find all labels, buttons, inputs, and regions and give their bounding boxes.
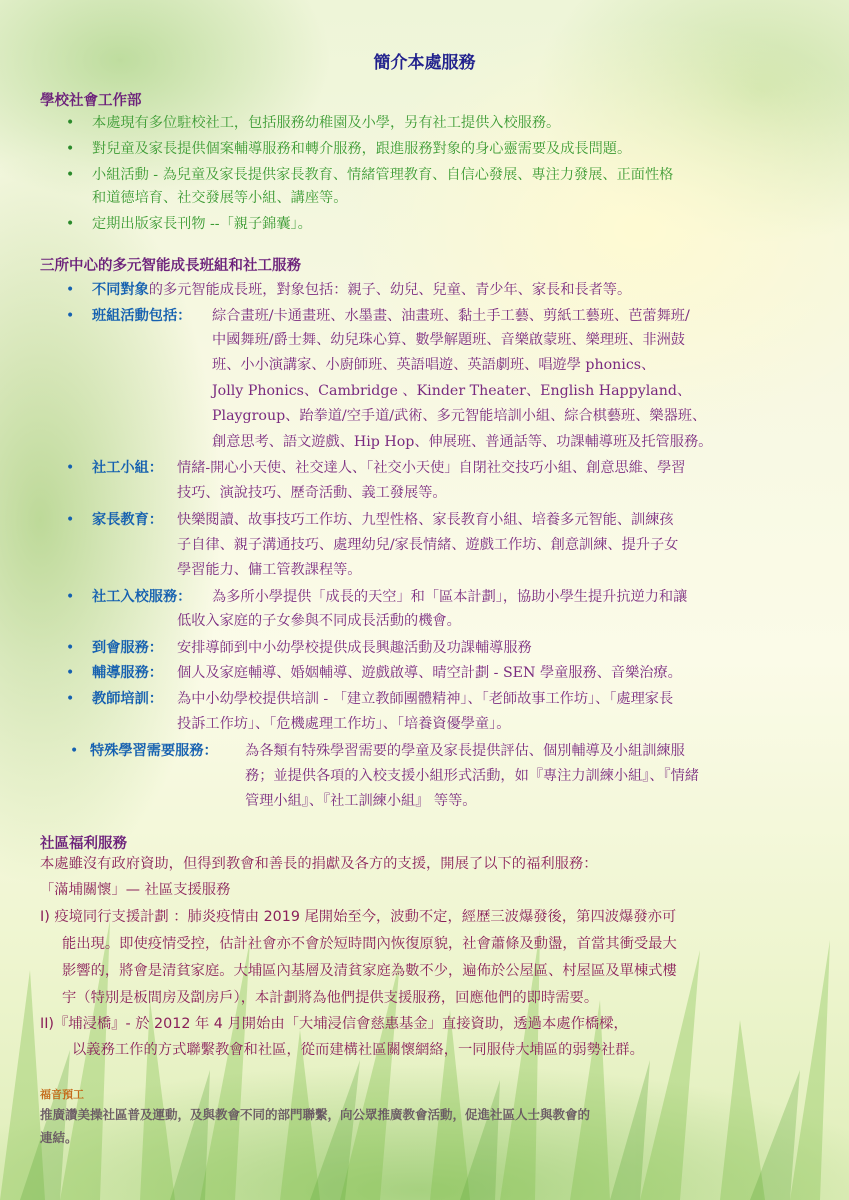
- bullet-icon: •: [66, 589, 75, 605]
- centre-item-label: 家長教育：: [92, 512, 163, 528]
- centre-item-text: 學習能力、傭工管教課程等。: [177, 562, 362, 578]
- centre-item-text: 為各類有特殊學習需要的學童及家長提供評估、個別輔導及小組訓練服: [245, 743, 685, 759]
- centre-item-text: 子自律、親子溝通技巧、處理幼兒/家長情緒、遊戲工作坊、創意訓練、提升子女: [177, 537, 679, 553]
- centre-item-text: 個人及家庭輔導、婚姻輔導、遊戲啟導、晴空計劃 - SEN 學童服務、音樂治療。: [177, 665, 682, 681]
- centre-item-text: 班、小小演講家、小廚師班、英語唱遊、英語劇班、唱遊學 phonics、: [212, 357, 656, 373]
- bullet-icon: •: [66, 308, 75, 324]
- bullet-icon: •: [70, 743, 79, 759]
- centre-item-label: 教師培訓：: [92, 691, 163, 707]
- centre-item-text: 技巧、演說技巧、歷奇活動、義工發展等。: [177, 485, 447, 501]
- centre-item-text: 投訴工作坊」、「危機處理工作坊」、「培養資優學童」。: [177, 716, 511, 732]
- community-line: 影響的，將會是清貧家庭。大埔區內基層及清貧家庭為數不少，遍佈於公屋區、村屋區及單棟式樓: [62, 963, 677, 979]
- centre-item-text: 中國舞班/爵士舞、幼兒珠心算、數學解題班、音樂啟蒙班、樂理班、非洲鼓: [212, 332, 685, 348]
- centre-item-text: 情緒-開心小天使、社交達人、「社交小天使」自閉社交技巧小組、創意思維、學習: [177, 460, 686, 476]
- community-line: 「滿埔關懷」— 社區支援服務: [40, 882, 231, 898]
- gospel-line: 連結。: [40, 1130, 78, 1145]
- centre-item: [92, 280, 631, 301]
- centre-item-label: 社工小組：: [92, 460, 163, 476]
- page-title: 簡介本處服務: [373, 53, 476, 73]
- bullet-icon: •: [66, 115, 75, 131]
- gospel-line: 推廣讚美操社區普及運動，及與教會不同的部門聯繫，向公眾推廣教會活動，促進社區人士與教會的: [40, 1107, 591, 1122]
- centre-item-label: 特殊學習需要服務：: [90, 743, 218, 759]
- school-heading: 學校社會工作部: [40, 93, 142, 109]
- centre-item-text: 創意思考、語文遊戲、Hip Hop、伸展班、普通話等、功課輔導班及托管服務。: [212, 434, 713, 450]
- bullet-icon: •: [66, 691, 75, 707]
- centres-heading: 三所中心的多元智能成長班組和社工服務: [40, 258, 301, 274]
- school-item-cont: 和道德培育、社交發展等小組、講座等。: [92, 190, 348, 206]
- bullet-icon: •: [66, 665, 75, 681]
- bullet-icon: •: [66, 167, 75, 183]
- community-heading: 社區福利服務: [40, 836, 127, 852]
- centre-item-label: 到會服務：: [92, 640, 163, 656]
- centre-item-label: 輔導服務：: [92, 665, 163, 681]
- centre-item-text: 為中小幼學校提供培訓 - 「建立教師團體精神」、「老師故事工作坊」、「處理家長: [177, 691, 674, 707]
- centre-item-text: 安排導師到中小幼學校提供成長興趣活動及功課輔導服務: [177, 640, 532, 656]
- centre-item-text: 低收入家庭的子女參與不同成長活動的機會。: [177, 613, 461, 629]
- centre-item-text: Jolly Phonics、Cambridge 、Kinder Theater、English Happyland、: [212, 383, 692, 399]
- centre-item-text: 的多元智能成長班，對象包括：親子、幼兒、兒童、青少年、家長和長者等。: [148, 282, 632, 298]
- bullet-icon: •: [66, 282, 75, 298]
- bullet-icon: •: [66, 512, 75, 528]
- community-line: I) 疫境同行支援計劃 ：肺炎疫情由 2019 尾開始至今，波動不定，經歷三波爆發後，第四波爆發亦可: [40, 909, 677, 925]
- school-item: 定期出版家長刊物 --「親子錦囊」。: [92, 216, 312, 232]
- community-line: 本處雖沒有政府資助，但得到教會和善長的捐獻及各方的支援，開展了以下的福利服務：: [40, 856, 598, 872]
- community-line: 宇（特別是板間房及劏房戶），本計劃將為他們提供支援服務，回應他們的即時需要。: [62, 990, 599, 1006]
- school-item: 本處現有多位駐校社工，包括服務幼稚園及小學，另有社工提供入校服務。: [92, 115, 561, 131]
- gospel-heading: 福音預工: [40, 1088, 84, 1101]
- centre-item-text: 快樂閱讀、故事技巧工作坊、九型性格、家長教育小組、培養多元智能、訓練孩: [177, 512, 674, 528]
- bullet-icon: •: [66, 460, 75, 476]
- bullet-icon: •: [66, 640, 75, 656]
- community-line: 以義務工作的方式聯繫教會和社區，從而建構社區關懷網絡，一同服侍大埔區的弱勢社群。: [72, 1042, 644, 1058]
- centre-item-label: 班組活動包括：: [92, 308, 192, 324]
- centre-item-text: Playgroup、跆拳道/空手道/武術、多元智能培訓小組、綜合棋藝班、樂器班、: [212, 408, 707, 424]
- centre-item-label: 不同對象: [92, 282, 149, 298]
- centre-item-text: 為多所小學提供「成長的天空」和「區本計劃」，協助小學生提升抗逆力和讓: [212, 589, 688, 605]
- school-item: 小組活動 - 為兒童及家長提供家長教育、情緒管理教育、自信心發展、專注力發展、正面性格: [92, 167, 674, 183]
- school-item: 對兒童及家長提供個案輔導服務和轉介服務，跟進服務對象的身心靈需要及成長問題。: [92, 141, 632, 157]
- centre-item-text: 綜合畫班/卡通畫班、水墨畫、油畫班、黏土手工藝、剪紙工藝班、芭蕾舞班/: [212, 308, 690, 324]
- centre-item-text: 管理小組』、『社工訓練小組』 等等。: [245, 793, 477, 809]
- bullet-icon: •: [66, 141, 75, 157]
- community-line: 能出現。即使疫情受控，估計社會亦不會於短時間內恢復原貌，社會蕭條及動盪，首當其衝受最大: [62, 936, 677, 952]
- centre-item-text: 務；並提供各項的入校支援小組形式活動，如『專注力訓練小組』、『情緒: [245, 768, 699, 784]
- community-line: II)『埔浸橋』- 於 2012 年 4 月開始由「大埔浸信會慈惠基金」直接資助，透過本處作橋樑，: [40, 1016, 628, 1032]
- bullet-icon: •: [66, 216, 75, 232]
- centre-item-label: 社工入校服務：: [92, 589, 192, 605]
